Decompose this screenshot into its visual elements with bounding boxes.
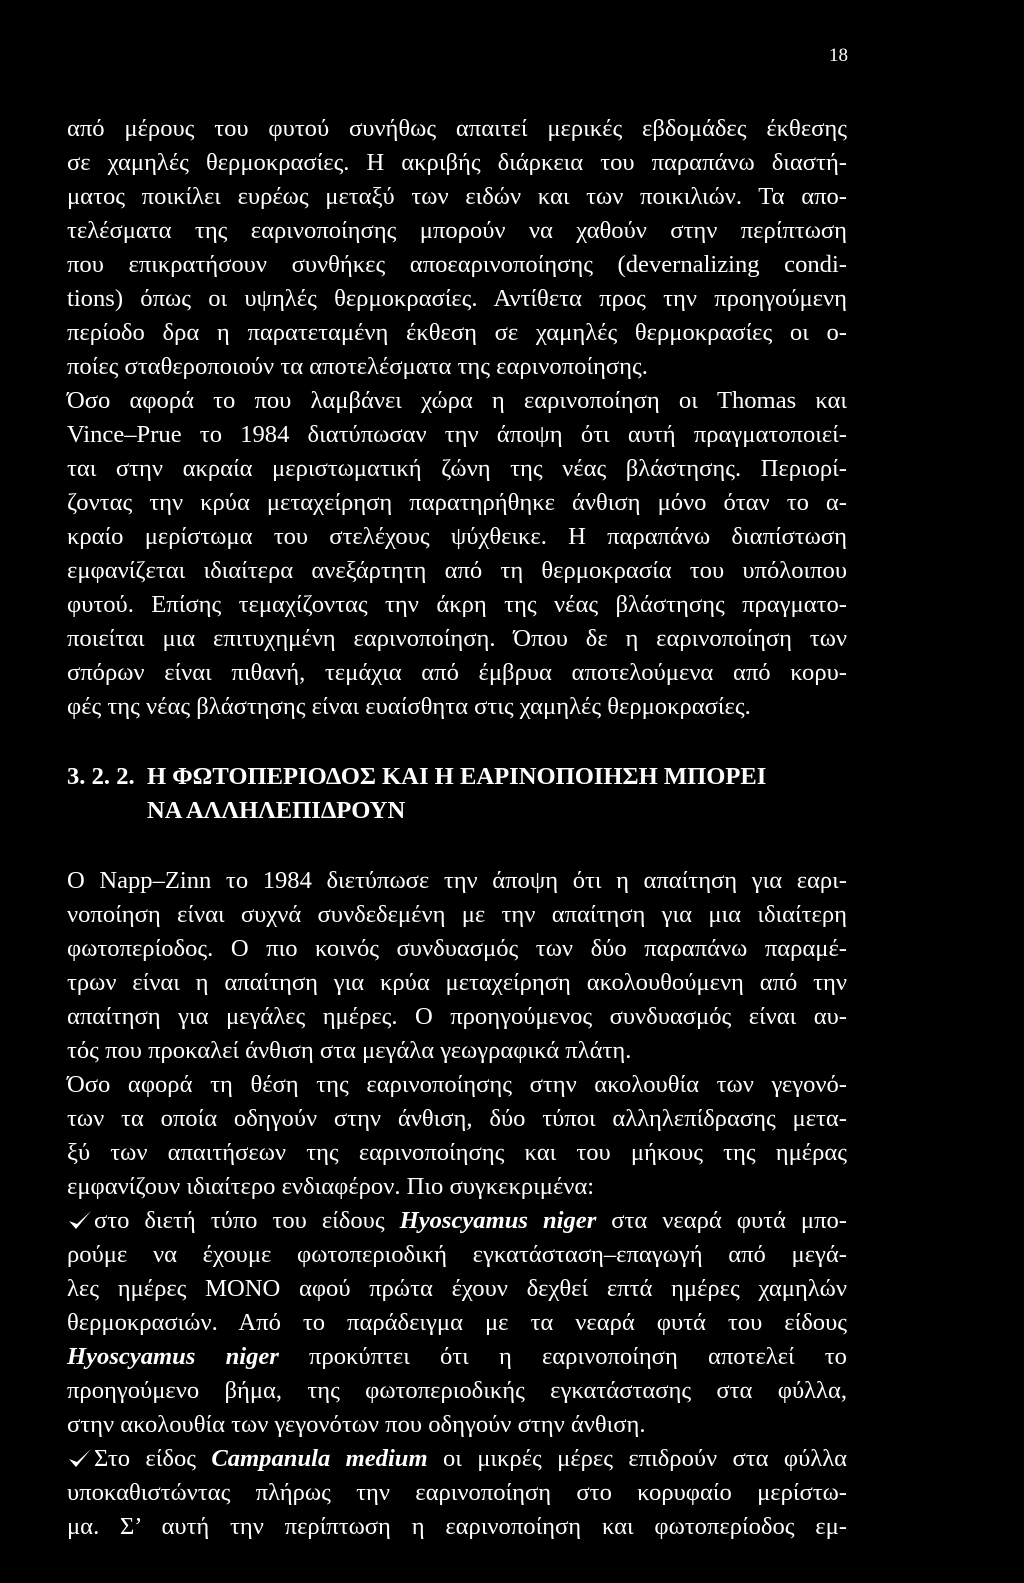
text-line: ποιείται μια επιτυχημένη εαρινοποίηση. Όπου δε η εαρινοποίηση των — [67, 625, 847, 652]
text-line: προηγούμενο βήμα, της φωτοπεριοδικής εγκατάστασης στα φύλλα, — [67, 1377, 847, 1404]
text-line: tions) όπως οι υψηλές θερμοκρασίες. Αντίθετα προς την προηγούμενη — [67, 285, 847, 312]
checkmark-icon — [67, 1446, 93, 1470]
text-line: νοποίηση είναι συχνά συνδεδεμένη με την απαίτηση για μια ιδιαίτερη — [67, 901, 847, 928]
species-name: Campanula medium — [211, 1445, 428, 1472]
text-line: ται στην ακραία μεριστωματική ζώνη της νέας βλάστησης. Περιορί- — [67, 455, 847, 482]
species-name: Hyoscyamus niger — [67, 1343, 279, 1370]
text-line: που επικρατήσουν συνθήκες αποεαρινοποίησης (devernalizing condi- — [67, 251, 847, 278]
text-line: ρούμε να έχουμε φωτοπεριοδική εγκατάσταση–επαγωγή από μεγά- — [67, 1241, 847, 1268]
checkmark-icon — [67, 1208, 93, 1232]
text-line: υποκαθιστώντας πλήρως την εαρινοποίηση στο κορυφαίο μερίστω- — [67, 1479, 847, 1506]
text-line: εμφανίζουν ιδιαίτερο ενδιαφέρον. Πιο συγκεκριμένα: — [67, 1173, 595, 1200]
text-line: απαίτηση για μεγάλες ημέρες. Ο προηγούμενος συνδυασμός είναι αυ- — [67, 1003, 847, 1030]
text-line: φές της νέας βλάστησης είναι ευαίσθητα στις χαμηλές θερμοκρασίες. — [67, 693, 751, 720]
text-line: ματος ποικίλει ευρέως μεταξύ των ειδών και των ποικιλιών. Τα απο- — [67, 183, 847, 210]
text-line: σπόρων είναι πιθανή, τεμάχια από έμβρυα αποτελούμενα από κορυ- — [67, 659, 847, 686]
text-line: τρων είναι η απαίτηση για κρύα μεταχείρηση ακολουθούμενη από την — [67, 969, 847, 996]
text-line: θερμοκρασιών. Από το παράδειγμα με τα νεαρά φυτά του είδους — [67, 1309, 847, 1336]
text-line: φωτοπερίοδος. Ο πιο κοινός συνδυασμός των δύο παραπάνω παραμέ- — [67, 935, 847, 962]
text-line: φυτού. Επίσης τεμαχίζοντας την άκρη της νέας βλάστησης πραγματο- — [67, 591, 847, 618]
text-line: λες ημέρες ΜΟΝΟ αφού πρώτα έχουν δεχθεί επτά ημέρες χαμηλών — [67, 1275, 847, 1302]
text-line: τός που προκαλεί άνθιση στα μεγάλα γεωγραφικά πλάτη. — [67, 1037, 632, 1064]
text-line: σε χαμηλές θερμοκρασίες. Η ακριβής διάρκεια του παραπάνω διαστή- — [67, 149, 847, 176]
text-line: εμφανίζεται ιδιαίτερα ανεξάρτητη από τη θερμοκρασία του υπόλοιπου — [67, 557, 847, 584]
text-line: Vince–Prue το 1984 διατύπωσαν την άποψη ότι αυτή πραγματοποιεί- — [67, 421, 847, 448]
section-title-line1: Η ΦΩΤΟΠΕΡΙΟΔΟΣ ΚΑΙ Η ΕΑΡΙΝΟΠΟΙΗΣΗ ΜΠΟΡΕΙ — [147, 763, 767, 790]
text-line: Όσο αφορά τη θέση της εαρινοποίησης στην ακολουθία των γεγονό- — [67, 1071, 847, 1098]
text-line: ποίες σταθεροποιούν τα αποτελέσματα της εαρινοποίησης. — [67, 353, 648, 380]
text-line: ξύ των απαιτήσεων της εαρινοποίησης και του μήκους της ημέρας — [67, 1139, 847, 1166]
text-line: κραίο μερίστωμα του στελέχους ψύχθεικε. Η παραπάνω διαπίστωση — [67, 523, 847, 550]
species-name: Hyoscyamus niger — [399, 1207, 597, 1234]
text-line: περίοδο δρα η παρατεταμένη έκθεση σε χαμηλές θερμοκρασίες οι ο- — [67, 319, 847, 346]
text-line: ζοντας την κρύα μεταχείρηση παρατηρήθηκε άνθιση μόνο όταν το α- — [67, 489, 847, 516]
text-line: Όσο αφορά το που λαμβάνει χώρα η εαρινοποίηση οι Thomas και — [67, 387, 847, 414]
text-line: από μέρους του φυτού συνήθως απαιτεί μερικές εβδομάδες έκθεσης — [67, 115, 847, 142]
text-line: τελέσματα της εαρινοποίησης μπορούν να χαθούν στην περίπτωση — [67, 217, 847, 244]
text-line: στην ακολουθία των γεγονότων που οδηγούν στην άνθιση. — [67, 1411, 646, 1438]
text-line: μα. Σ’ αυτή την περίπτωση η εαρινοποίηση και φωτοπερίοδος εμ- — [67, 1513, 847, 1540]
text-line: των τα οποία οδηγούν στην άνθιση, δύο τύποι αλληλεπίδρασης μετα- — [67, 1105, 847, 1132]
document-page: 18 από μέρους του φυτού συνήθως απαιτεί μερικές εβδομάδες έκθεσης σε χαμηλές θερμοκρασίες. Η ακριβής διάρκεια του παραπάνω διαστή- ματος ποικίλει ευρέως μεταξύ των ειδών και των ποικιλιών. Τα απο- τελέσματα της εαρινοποίησης μπορούν να χαθούν στην περίπτωση που επικρατήσουν συνθήκες αποεαρινοποίησης (devernalizing condi- tions) όπως οι υψηλές θερμοκρασίες. Αντίθετα προς την προηγούμενη περίοδο δρα η παρατεταμένη έκθεση σε χαμηλές θερμοκρασίες οι ο- ποίες σταθεροποιούν τα αποτελέσματα της εαρινοποίησης. Όσο αφορά το που λαμβάνει χώρα η εαρινοποίηση οι Thomas και Vince–Prue το 1984 διατύπωσαν την άποψη ότι αυτή πραγματοποιεί- ται στην ακραία μεριστωματική ζώνη της νέας βλάστησης. Περιορί- ζοντας την κρύα μεταχείρηση παρατηρήθηκε άνθιση μόνο όταν το α- κραίο μερίστωμα του στελέχους ψύχθεικε. Η παραπάνω διαπίστωση εμφανίζεται ιδιαίτερα ανεξάρτητη από τη θερμοκρασία του υπόλοιπου φυτού. Επίσης τεμαχίζοντας την άκρη της νέας βλάστησης πραγματο- ποιείται μια επιτυχημένη εαρινοποίηση. Όπου δε η εαρινοποίηση των σπόρων είναι πιθανή, τεμάχια από έμβρυα αποτελούμενα από κορυ- φές της νέας βλάστησης είναι ευαίσθητα στις χαμηλές θερμοκρασίες. 3. 2. 2. Η ΦΩΤΟΠΕΡΙΟΔΟΣ ΚΑΙ Η ΕΑΡΙΝΟΠΟΙΗΣΗ ΜΠΟΡΕΙ ΝΑ ΑΛΛΗΛΕΠΙΔΡΟΥΝ Ο Napp–Zinn το 1984 διετύπωσε την άποψη ότι η απαίτηση για εαρι- νοποίηση είναι συχνά συνδεδεμένη με την απαίτηση για μια ιδιαίτερη φωτοπερίοδος. Ο πιο κοινός συνδυασμός των δύο παραπάνω παραμέ- τρων είναι η απαίτηση για κρύα μεταχείρηση ακολουθούμενη από την απαίτηση για μεγάλες ημέρες. Ο προηγούμενος συνδυασμός είναι αυ- τός που προκαλεί άνθιση στα μεγάλα γεωγραφικά πλάτη. Όσο αφορά τη θέση της εαρινοποίησης στην ακολουθία των γεγονό- των τα οποία οδηγούν στην άνθιση, δύο τύποι αλληλεπίδρασης μετα- ξύ των απαιτήσεων της εαρινοποίησης και του μήκους της ημέρας εμφανίζουν ιδιαίτερο ενδιαφέρον. Πιο συγκεκριμένα: στο διετή τύπο του είδους Hyoscyamus niger στα νεαρά φυτά μπο- ρούμε να έχουμε φωτοπεριοδική εγκατάσταση–επαγωγή από μεγά- λες ημέρες ΜΟΝΟ αφού πρώτα έχουν δεχθεί επτά ημέρες χαμηλών θερμοκρασιών. Από το παράδειγμα με τα νεαρά φυτά του είδους Hyoscyamus niger προκύπτει ότι η εαρινοποίηση αποτελεί το προηγούμενο βήμα, της φωτοπεριοδικής εγκατάστασης στα φύλλα, στην ακολουθία των γεγονότων που οδηγούν στην άνθιση. Στο είδος Campanula medium οι μικρές μέρες επιδρούν στα φύλλα υποκαθιστώντας πλήρως την εαρινοποίηση στο κορυφαίο μερίστω- μα. Σ’ αυτή την περίπτωση η εαρινοποίηση και φωτοπερίοδος εμ- — [0, 0, 1024, 1583]
page-number: 18 — [829, 45, 848, 66]
section-number: 3. 2. 2. — [67, 763, 135, 790]
text-line: Ο Napp–Zinn το 1984 διετύπωσε την άποψη ότι η απαίτηση για εαρι- — [67, 867, 847, 894]
section-title-line2: ΝΑ ΑΛΛΗΛΕΠΙΔΡΟΥΝ — [147, 797, 406, 824]
